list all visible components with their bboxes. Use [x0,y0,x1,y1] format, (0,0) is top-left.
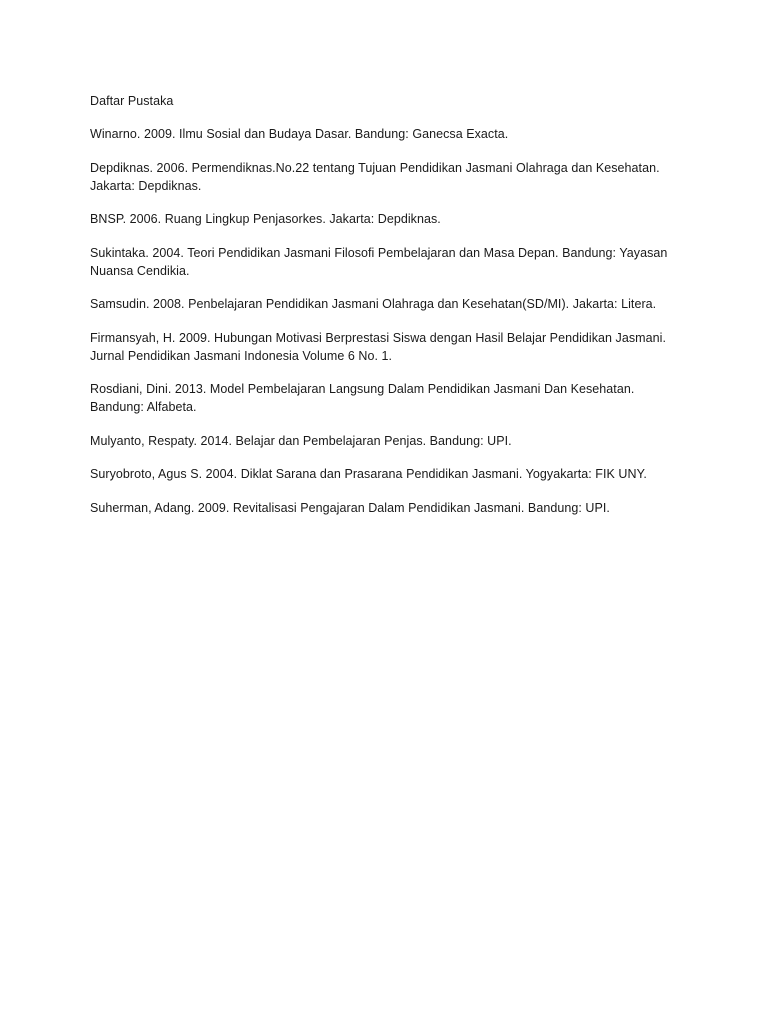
reference-item: Samsudin. 2008. Penbelajaran Pendidikan Jasmani Olahraga dan Kesehatan(SD/MI). Jakarta: Litera. [90,297,657,311]
reference-item: Rosdiani, Dini. 2013. Model Pembelajaran Langsung Dalam Pendidikan Jasmani Dan Kesehatan. Bandung: Alfabeta. [90,382,635,414]
reference-item: Suryobroto, Agus S. 2004. Diklat Sarana dan Prasarana Pendidikan Jasmani. Yogyakarta: FIK UNY. [90,467,647,481]
reference-item: Firmansyah, H. 2009. Hubungan Motivasi Berprestasi Siswa dengan Hasil Belajar Pendidikan Jasmani. Jurnal Pendidikan Jasmani Indonesia Volume 6 No. 1. [90,330,666,363]
document-body [90,92,680,532]
reference-item: Mulyanto, Respaty. 2014. Belajar dan Pembelajaran Penjas. Bandung: UPI. [90,433,512,448]
reference-item: Sukintaka. 2004. Teori Pendidikan Jasmani Filosofi Pembelajaran dan Masa Depan. Bandung: Yayasan Nuansa Cendikia. [90,245,668,278]
reference-item: Winarno. 2009. Ilmu Sosial dan Budaya Dasar. Bandung: Ganecsa Exacta. [90,127,509,141]
reference-list [90,125,680,517]
reference-item: BNSP. 2006. Ruang Lingkup Penjasorkes. Jakarta: Depdiknas. [90,212,441,226]
reference-item: Depdiknas. 2006. Permendiknas.No.22 tentang Tujuan Pendidikan Jasmani Olahraga dan Kesehatan. Jakarta: Depdiknas. [90,160,660,193]
reference-item: Suherman, Adang. 2009. Revitalisasi Pengajaran Dalam Pendidikan Jasmani. Bandung: UPI. [90,500,610,515]
page-title: Daftar Pustaka [90,94,174,108]
